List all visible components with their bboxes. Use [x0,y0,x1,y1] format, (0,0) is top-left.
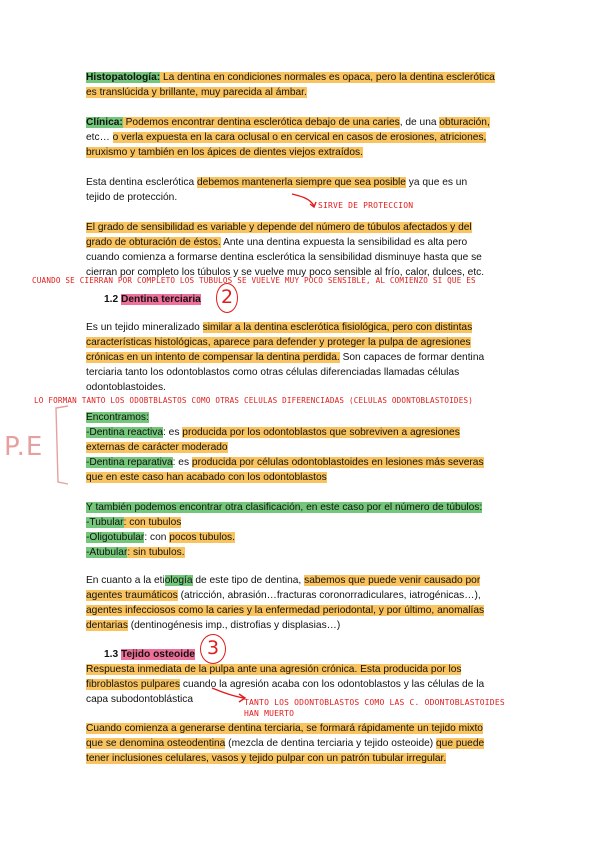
text: ología [164,575,193,586]
text: que en este caso han acabado con los odontoblastos [86,472,327,483]
heading-title: Dentina terciaria [121,294,201,305]
text: : es [163,427,183,438]
text: ya que es un [405,177,468,188]
text: obturación, [439,117,490,128]
label-clinica: Clínica: [86,117,123,128]
annotation-pe: P.E [4,432,44,462]
annotation-sirve-proteccion: SIRVE DE PROTECCION [318,201,414,210]
text: Son capaces de formar dentina [339,352,485,363]
paragraph-encontramos [86,410,514,485]
text: Podemos encontrar dentina esclerótica debajo de una caries [122,117,400,128]
text: : es [172,457,192,468]
handwritten-number-3: 3 [200,634,226,664]
label-histopatologia: Histopatología: [86,72,161,83]
text: En cuanto a la eti [86,575,165,586]
text: producida por células odontoblastoides en lesiones más severas [191,457,484,468]
paragraph-clinica [86,115,514,160]
text: cuando comienza a formarse dentina esclerótica la sensibilidad disminuye hasta que se [86,252,482,263]
paragraph-etiologia [86,573,514,633]
text: es translúcida y brillante, muy parecida al ámbar. [86,87,307,98]
text: que puede [436,738,485,749]
text: cierran por completo los túbulos y se vuelve muy poco sensible al frío, calor, dulces, etc. [86,267,485,278]
heading-number: 1.2 [104,294,121,305]
text: similar a la dentina esclerótica fisiológica, pero con distintas [202,322,473,333]
text: tener inclusiones celulares, vasos y tejido pulpar con un patrón tubular irregular. [86,753,447,764]
paragraph-osteodentina [86,721,514,766]
text: Y también podemos encontrar otra clasificación, en este caso por el número de túbulos: [86,502,483,513]
text: Es un tejido mineralizado [86,322,203,333]
heading-title: Tejido osteoide [121,649,195,660]
text: o verla expuesta en la cara oclusal o en cervical en casos de erosiones, atriciones, [112,132,487,143]
text: Cuando comienza a generarse dentina terciaria, se formará rápidamente un tejido mixto [86,723,483,734]
text: Esta dentina esclerótica [86,177,197,188]
text: La dentina en condiciones normales es opaca, pero la dentina esclerótica [160,72,495,83]
text: (mezcla de dentina terciaria y tejido osteoide) [225,738,436,749]
paragraph-sensibilidad [86,220,514,280]
text: que se denomina osteodentina [86,738,226,749]
heading-number: 1.3 [104,649,121,660]
text: externas de carácter moderado [86,442,228,453]
text: Encontramos: [86,412,149,423]
text: cuando la agresión acaba con los odontoblastos y las células de la [180,679,485,690]
text: El grado de sensibilidad es variable y depende del número de túbulos afectados y del [86,222,472,233]
text: (atricción, abrasión…fracturas coronorradiculares, iatrogénicas…), [177,590,481,601]
text: : con [144,532,170,543]
text: tejido de protección. [86,192,178,203]
text: (dentinogénesis imp., distrofias y displasias…) [127,620,341,631]
text: sabemos que puede venir causado por [304,575,481,586]
text: , de una [399,117,440,128]
text: capa subodontoblástica [86,694,194,705]
text: agentes infecciosos como la caries y la enfermedad periodontal, y por último, anomalías [86,605,485,616]
text: agentes traumáticos [86,590,178,601]
text: bruxismo y también en los ápices de dientes viejos extraídos. [86,147,363,158]
text: de este tipo de dentina, [192,575,305,586]
text: crónicas en un intento de compensar la dentina perdida. [86,352,340,363]
text: Ante una dentina expuesta la sensibilidad es alta pero [220,237,468,248]
text: grado de obturación de éstos. [86,237,221,248]
text: odontoblastoides. [86,382,166,393]
handwritten-number-2: 2 [216,283,238,313]
text: dentarias [86,620,128,631]
annotation-han-muerto: HAN MUERTO [244,709,295,718]
text: : sin tubulos. [127,547,185,558]
text: debemos mantenerla siempre que sea posible [197,177,406,188]
text: : con tubulos [123,517,182,528]
heading-dentina-terciaria [104,292,201,307]
paragraph-clasificacion [86,500,514,560]
text: etc… [86,132,113,143]
text: -Dentina reparativa [86,457,173,468]
text: pocos tubulos. [169,532,235,543]
text: -Atubular [86,547,128,558]
text: -Dentina reactiva [86,427,164,438]
bracket-icon [52,404,72,486]
paragraph-histopatologia [86,70,514,100]
text: -Oligotubular [86,532,145,543]
text: -Tubular [86,517,124,528]
annotation-lo-forman: LO FORMAN TANTO LOS ODOBTBLASTOS COMO OTRAS CELULAS DIFERENCIADAS (CELULAS ODONTOBLASTOIDES) [34,396,474,405]
annotation-cuando-se-cierran: CUANDO SE CIERRAN POR COMPLETO LOS TUBULOS SE VUELVE MUY POCO SENSIBLE, AL COMIENZO SI QUE ES [32,276,476,285]
arrow-annotation-icon [290,192,320,212]
text: características histológicas, aparece para defender y proteger la pulpa de agresiones [86,337,471,348]
heading-tejido-osteoide [104,647,195,662]
text: terciaria tanto los odontoblastos como otras células diferenciadas llamadas células [86,367,460,378]
paragraph-terciaria [86,320,514,395]
text: producida por los odontoblastos que sobreviven a agresiones [182,427,460,438]
text: fibroblastos pulpares [86,679,181,690]
text: Respuesta inmediata de la pulpa ante una agresión crónica. Esta producida por los [86,664,462,675]
annotation-tanto-odontoblastos: TANTO LOS ODONTOBLASTOS COMO LAS C. ODONTOBLASTOIDES [244,698,505,707]
